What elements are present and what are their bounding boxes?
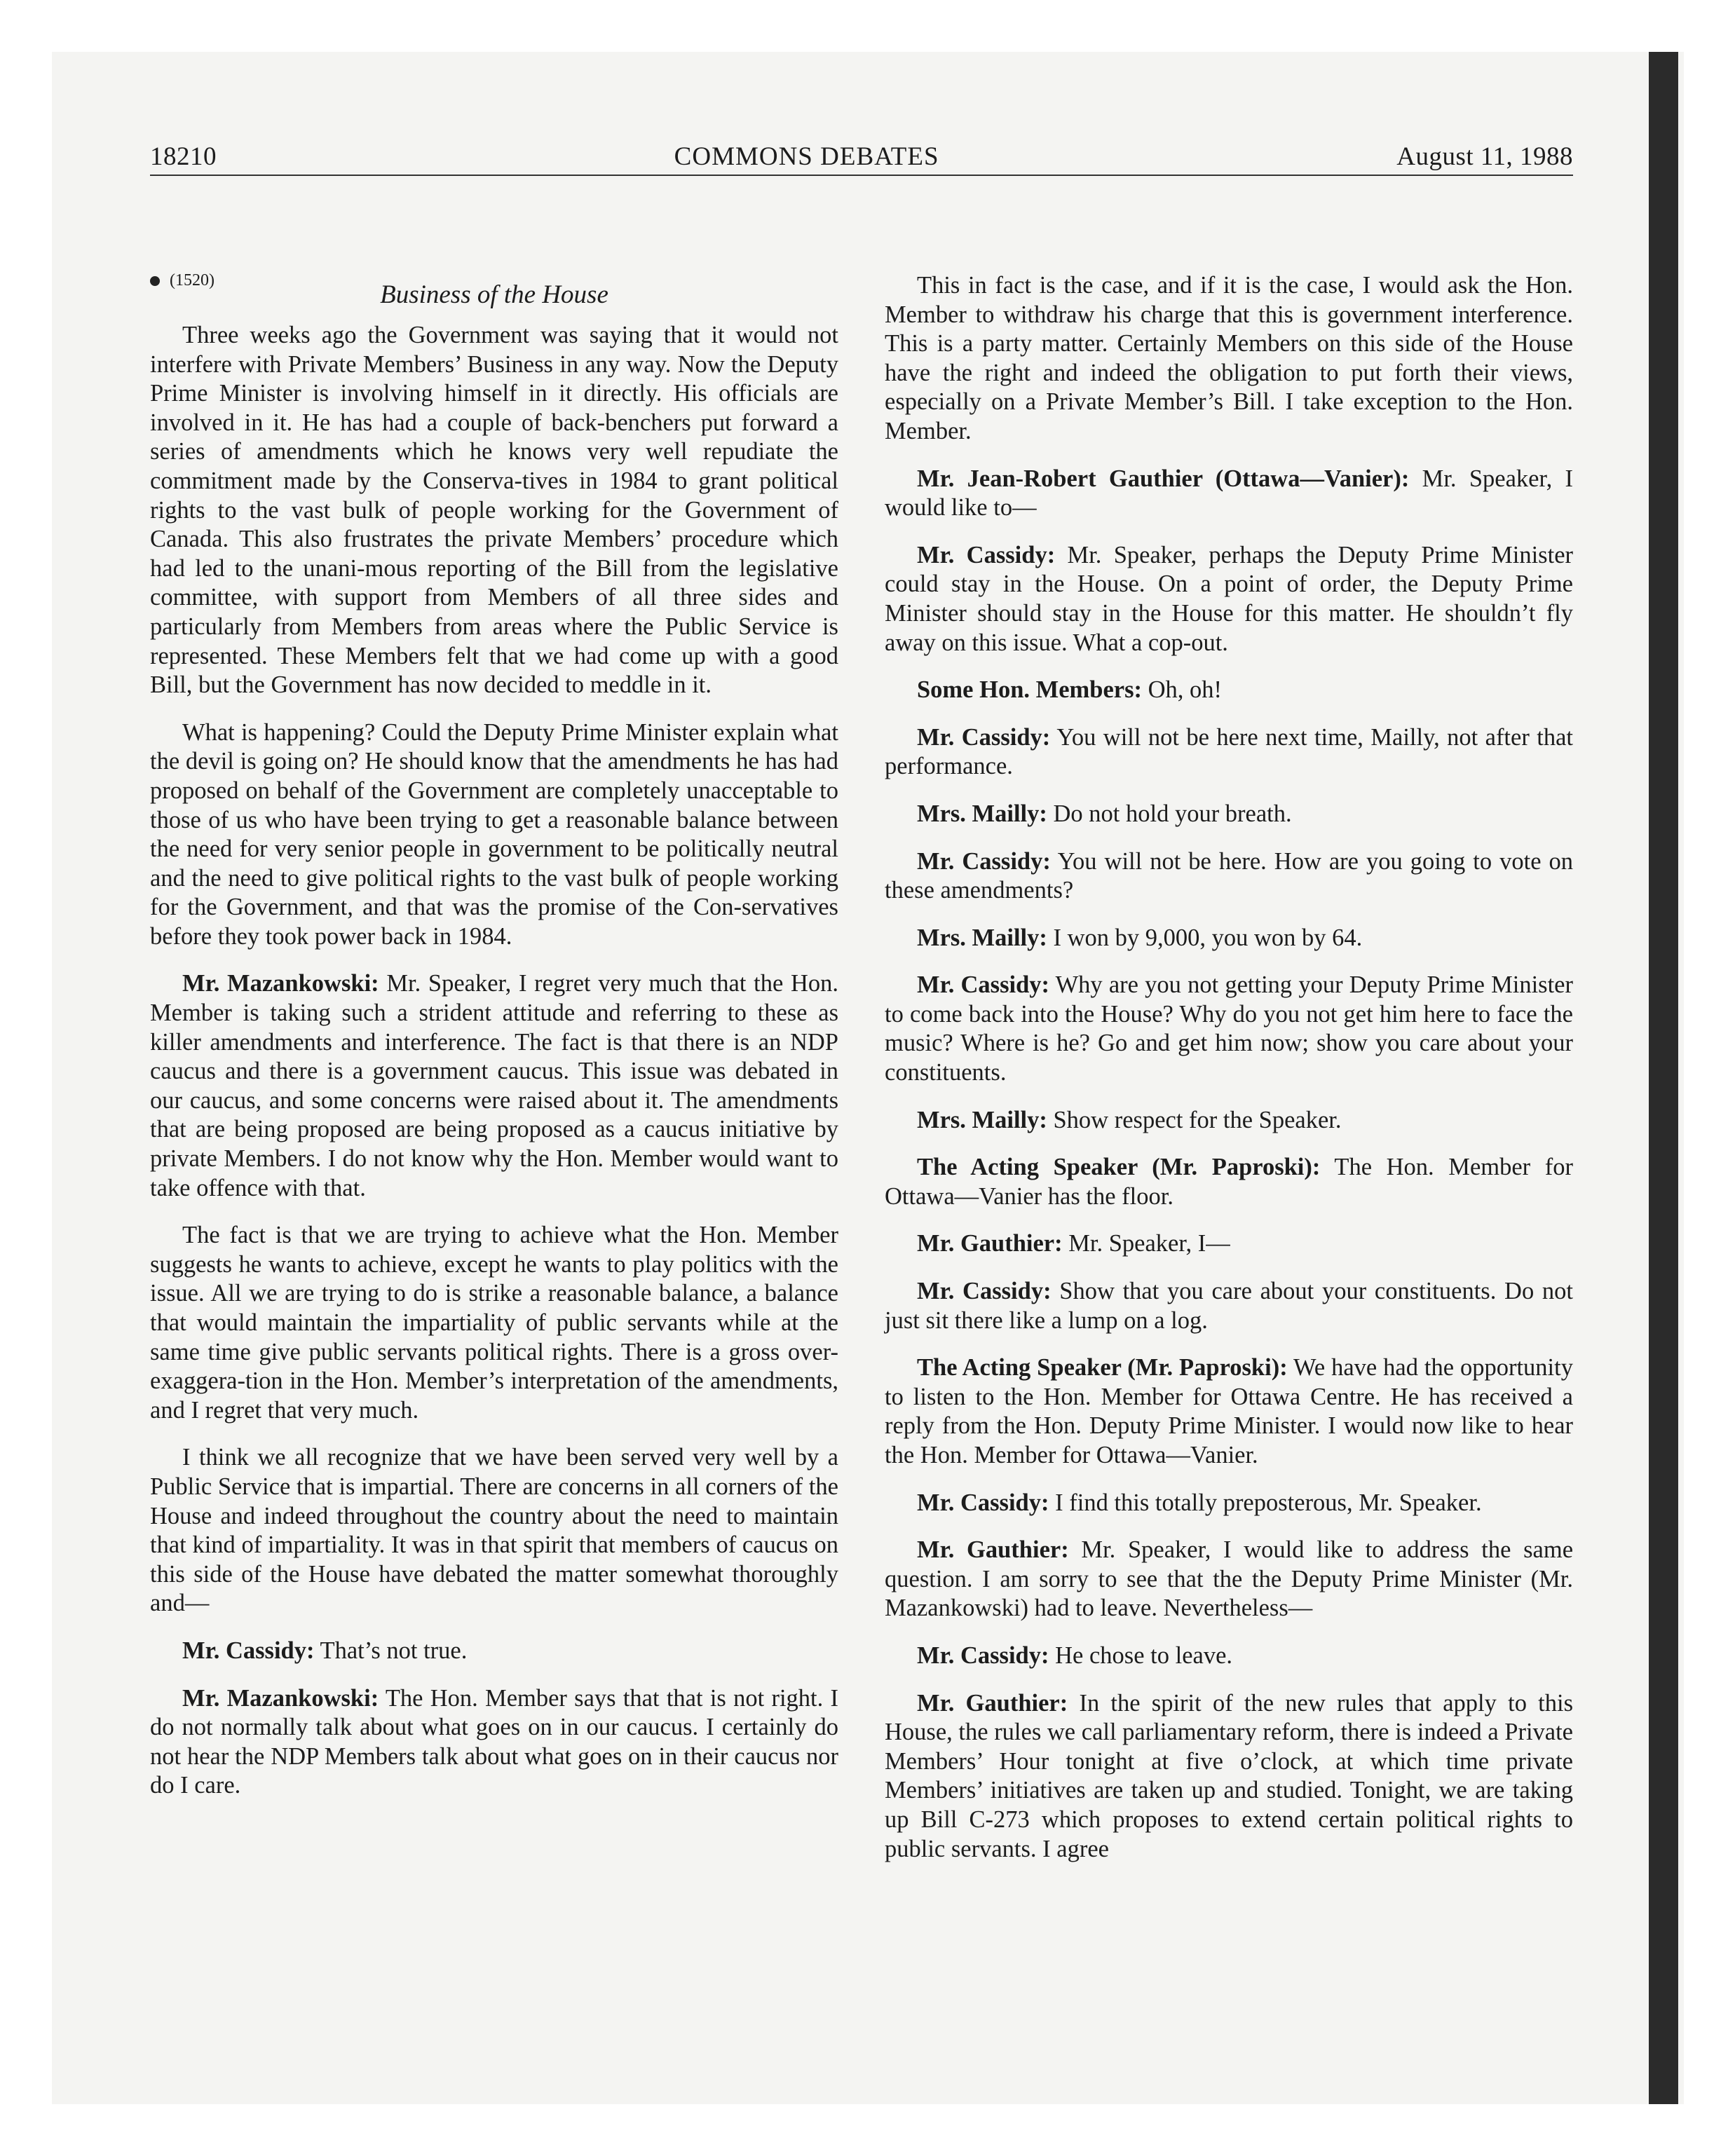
paragraph-text: Three weeks ago the Government was saying that it would not interfere with Private Members’ Business in any way. Now the Deputy Prime Minister is involving himself in it directly. His officials are involved in it. He has had a couple of back-benchers put forward a series of amendments which he knows very well repudiate the commitment made by the Conserva-tives in 1984 to grant political rights to the vast bulk of people working for the Government of Canada. This also frustrates the private Members’ procedure which had led to the unani-mous reporting of the Bill from the legislative committee, with support from Members of all three sides and particularly from Members from areas where the Public Service is represented. These Members felt that we had come up with a good Bill, but the Government has now decided to meddle in it.	[150, 322, 838, 699]
publication-date: August 11, 1988	[1396, 142, 1573, 171]
paragraph-text: Mr. Speaker, I regret very much that the Hon. Member is taking such a strident attitude and referring to these as killer amendments and interference. The fact is that there is an NDP caucus and there is a government caucus. This issue was debated in our caucus, and some concerns were raised about it. The amendments that are being proposed are being proposed as a caucus initiative by private Members. I do not know why the Hon. Member would want to take offence with that.	[150, 970, 838, 1201]
paragraph	[885, 723, 1573, 782]
speaker-name: Some Hon. Members:	[917, 676, 1142, 704]
speaker-name: Mr. Gauthier:	[917, 1689, 1068, 1717]
paragraph-text: That’s not true.	[320, 1637, 468, 1664]
paragraph	[150, 718, 838, 952]
time-marker-text: (1520)	[170, 271, 215, 289]
paragraph	[150, 1221, 838, 1425]
paragraph-text: Oh, oh!	[1148, 676, 1223, 704]
scan-edge-bar	[1649, 52, 1678, 2104]
paragraph	[885, 465, 1573, 523]
speaker-name: Mr. Cassidy:	[917, 1642, 1049, 1669]
paragraph	[150, 1684, 838, 1801]
section-title: Business of the House	[380, 280, 608, 309]
paragraph-text: You will not be here. How are you going to vote on these amendments?	[885, 847, 1573, 904]
speaker-name: Mr. Cassidy:	[917, 971, 1050, 999]
speaker-name: Mr. Cassidy:	[917, 1278, 1052, 1305]
speaker-name: Mr. Cassidy:	[182, 1637, 315, 1664]
paragraph-text: Why are you not getting your Deputy Prime Minister to come back into the House? Why do you not get him here to face the music? Where is he? Go and get him now; show you care about your constituents.	[885, 971, 1573, 1086]
publication-title: COMMONS DEBATES	[674, 142, 939, 171]
paragraph-text: This in fact is the case, and if it is the case, I would ask the Hon. Member to withdraw his charge that this is government interference. This is a party matter. Certainly Members on this side of the House have the right and indeed the obligation to put forth their views, especially on a Private Member’s Bill. I take exception to the Hon. Member.	[885, 272, 1573, 444]
page-number: 18210	[150, 142, 217, 171]
paragraph	[885, 271, 1573, 446]
speaker-name: Mr. Mazankowski:	[182, 970, 379, 997]
paragraph-text: Show respect for the Speaker.	[1053, 1106, 1342, 1133]
paragraph-text: The Hon. Member for Ottawa—Vanier has the floor.	[885, 1154, 1573, 1210]
speaker-name: Mr. Jean-Robert Gauthier (Ottawa—Vanier):	[917, 465, 1410, 492]
paragraph-text: Mr. Speaker, perhaps the Deputy Prime Minister could stay in the House. On a point of order, the Deputy Prime Minister should stay in the House for this matter. He shouldn’t fly away on this issue. What a cop-out.	[885, 541, 1573, 656]
speaker-name: Mr. Mazankowski:	[182, 1684, 379, 1712]
speaker-name: Mrs. Mailly:	[917, 1106, 1047, 1133]
paragraph	[885, 1106, 1573, 1135]
paragraph	[150, 1637, 838, 1666]
right-column	[885, 182, 1573, 1882]
paragraph	[150, 1443, 838, 1618]
paragraph-text: The fact is that we are trying to achieve what the Hon. Member suggests he wants to achieve, except he wants to play politics with the issue. All we are trying to do is strike a reasonable balance, a balance that would maintain the impartiality of public servants while at the same time give public servants political rights. There is a gross over-exaggera-tion in the Hon. Member’s interpretation of the amendments, and I regret that very much.	[150, 1222, 838, 1424]
paragraph	[885, 1642, 1573, 1671]
paragraph	[885, 1489, 1573, 1518]
paragraph-text: Mr. Speaker, I would like to—	[885, 465, 1574, 521]
paragraph-text: Mr. Speaker, I would like to address the same question. I am sorry to see that the the Deputy Prime Minister (Mr. Mazankowski) had to leave. Nevertheless—	[885, 1536, 1574, 1622]
paragraph	[150, 321, 838, 700]
paragraph	[885, 1353, 1573, 1470]
paragraph-text: Do not hold your breath.	[1053, 800, 1292, 827]
left-column	[150, 182, 838, 1882]
paragraph	[885, 1536, 1573, 1623]
paragraph-text: In the spirit of the new rules that apply to this House, the rules we call parliamentary reform, there is indeed a Private Members’ Hour tonight at five o’clock, at which time private Members’ initiatives are taken up and studied. Tonight, we are taking up Bill C-273 which proposes to extend certain political rights to public servants. I agree	[885, 1689, 1574, 1862]
paragraph	[885, 924, 1573, 953]
speaker-name: Mr. Gauthier:	[917, 1230, 1063, 1257]
paragraph	[885, 1277, 1573, 1335]
paragraph	[885, 676, 1573, 705]
speaker-name: The Acting Speaker (Mr. Paproski):	[917, 1154, 1321, 1181]
paragraph-text: We have had the opportunity to listen to the Hon. Member for Ottawa Centre. He has received a reply from the Hon. Deputy Prime Minister. I would now like to hear the Hon. Member for Ottawa—Vanier.	[885, 1354, 1573, 1468]
paragraph	[885, 800, 1573, 829]
speaker-name: Mrs. Mailly:	[917, 924, 1047, 951]
paragraph-text: Mr. Speaker, I—	[1068, 1230, 1230, 1257]
running-header	[150, 142, 1573, 176]
two-column-body	[150, 182, 1573, 1882]
paragraph	[885, 847, 1573, 906]
paragraph	[885, 971, 1573, 1087]
paragraph-text: The Hon. Member says that that is not right. I do not normally talk about what goes on in our caucus. I certainly do not hear the NDP Members talk about what goes on in their caucus nor do I care.	[150, 1684, 838, 1799]
paragraph	[885, 1229, 1573, 1259]
paragraph-text: Show that you care about your constituents. Do not just sit there like a lump on a log.	[885, 1278, 1573, 1334]
paragraph-text: I think we all recognize that we have been served very well by a Public Service that is impartial. There are concerns in all corners of the House and indeed throughout the country about the need to maintain that kind of impartiality. It was in that spirit that members of caucus on this side of the House have debated the matter somewhat thoroughly and—	[150, 1444, 838, 1617]
speaker-name: Mr. Cassidy:	[917, 1489, 1049, 1516]
document-page	[150, 142, 1573, 1882]
speaker-name: Mr. Gauthier:	[917, 1536, 1069, 1564]
speaker-name: Mr. Cassidy:	[917, 723, 1051, 751]
paragraph-text: He chose to leave.	[1055, 1642, 1233, 1669]
paragraph	[885, 1153, 1573, 1211]
speaker-name: Mr. Cassidy:	[917, 541, 1056, 568]
paragraph-text: I won by 9,000, you won by 64.	[1053, 924, 1363, 951]
paragraph	[150, 969, 838, 1203]
speaker-name: Mrs. Mailly:	[917, 800, 1047, 827]
speaker-name: Mr. Cassidy:	[917, 847, 1051, 875]
paragraph	[885, 541, 1573, 657]
paragraph	[885, 1689, 1573, 1864]
paragraph-text: You will not be here next time, Mailly, not after that performance.	[885, 723, 1573, 780]
paragraph-text: What is happening? Could the Deputy Prime Minister explain what the devil is going on? He should know that the amendments he has had proposed on behalf of the Government are completely unacceptable to those of us who have been trying to get a reasonable balance between the need for very senior people in government to be politically neutral and the need to give political rights to the vast bulk of people working for the Government, and that was the promise of the Con-servatives before they took power back in 1984.	[150, 718, 838, 950]
paragraph-text: I find this totally preposterous, Mr. Speaker.	[1055, 1489, 1482, 1516]
speaker-name: The Acting Speaker (Mr. Paproski):	[917, 1354, 1288, 1381]
